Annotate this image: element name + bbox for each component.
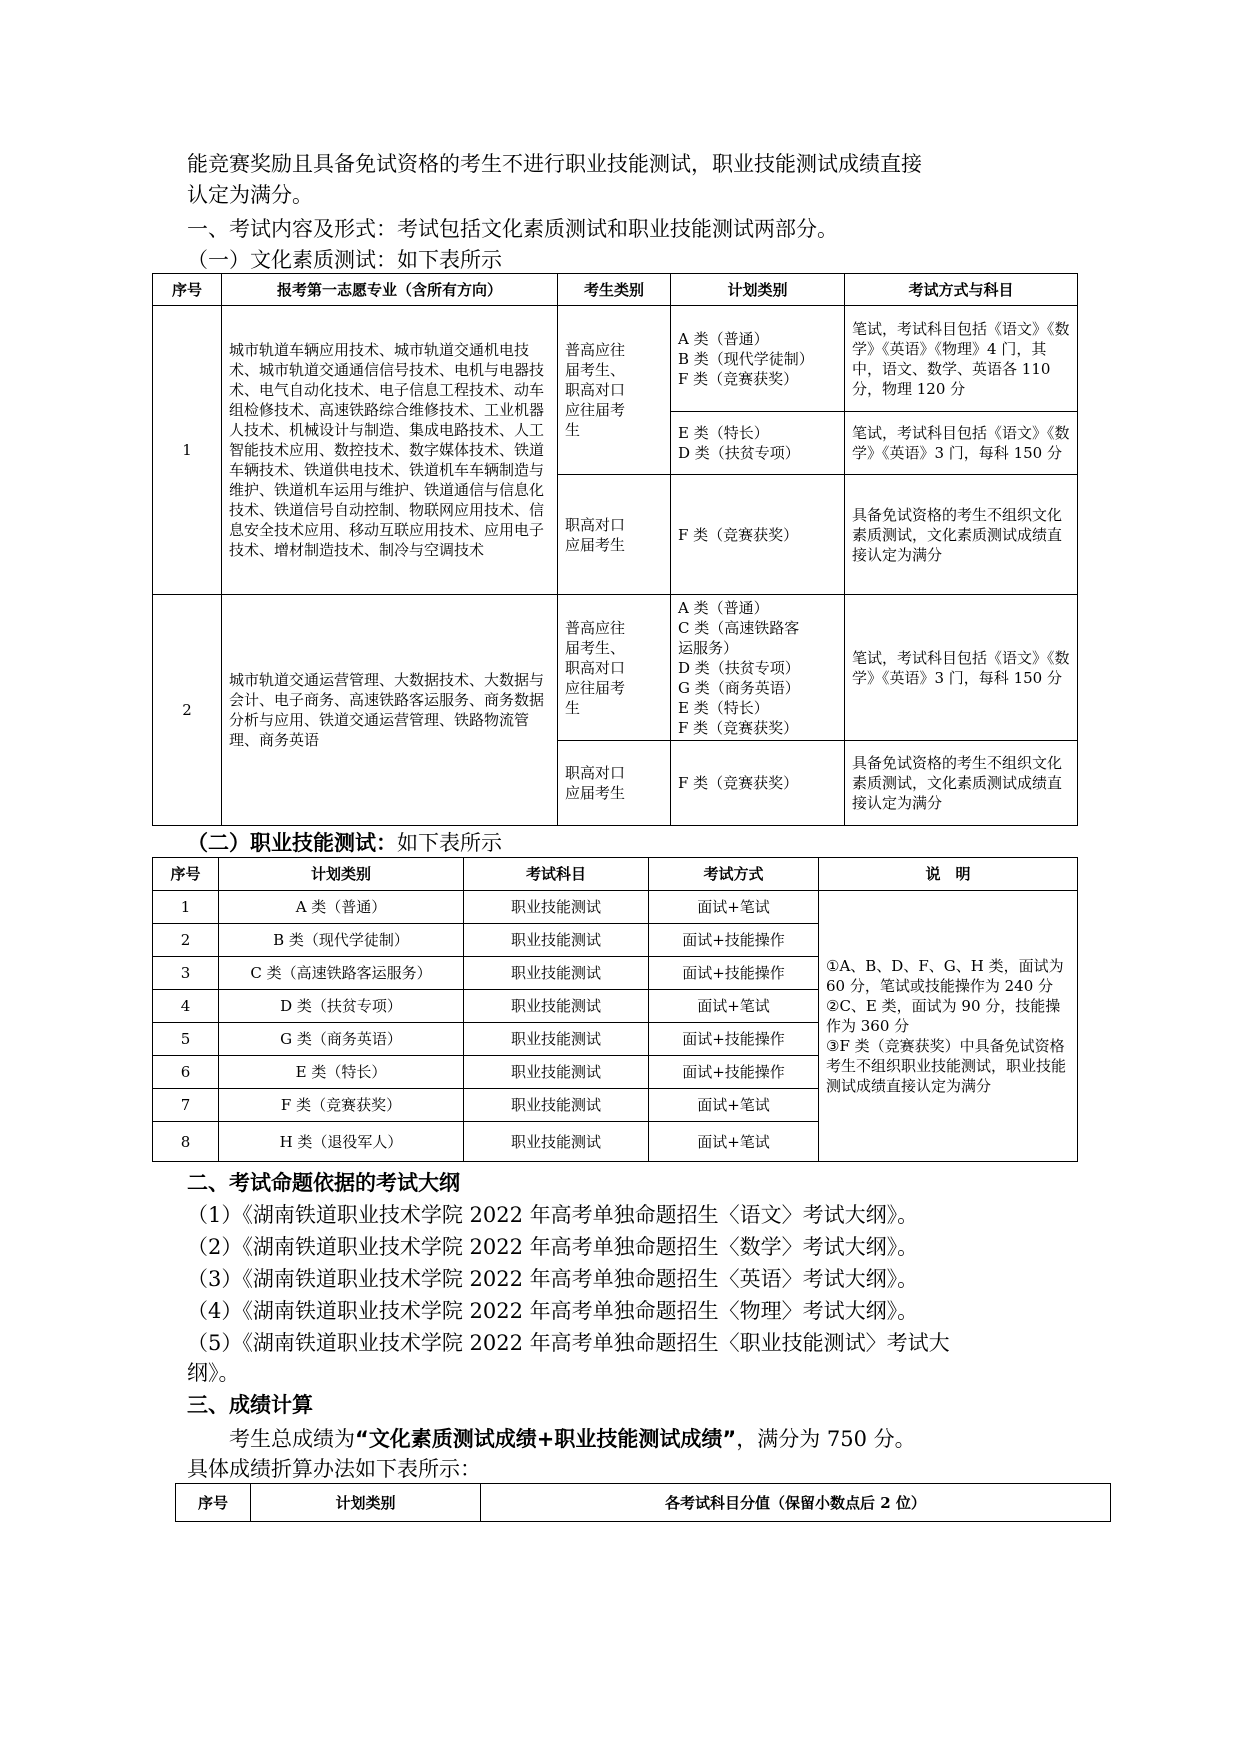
syllabus-item: （1）《湖南铁道职业技术学院 2022 年高考单独命题招生〈语文〉考试大纲》。 [187,1203,919,1227]
row-exam-method: 笔试，考试科目包括《语文》《数学》《英语》3 门，每科 150 分 [845,412,1078,475]
row-seq: 6 [153,1056,219,1089]
row-plan: F 类（竞赛获奖） [219,1089,464,1122]
row-note: ①A、B、D、F、G、H 类，面试为 60 分，笔试或技能操作为 240 分 ②C、E 类，面试为 90 分，技能操作为 360 分 ③F 类（竞赛获奖）中具备免试资格考生不组织职业技能测试，职业技能测试成绩直接认定为满分 [819,891,1078,1162]
col-header-method: 考试方式 [649,858,819,891]
row-method: 面试+笔试 [649,1122,819,1162]
row-plan: B 类（现代学徒制） [219,924,464,957]
row-method: 面试+笔试 [649,990,819,1023]
score-table [175,1483,1111,1522]
row-method: 面试+笔试 [649,1089,819,1122]
col-header-scores: 各考试科目分值（保留小数点后 2 位） [481,1484,1111,1522]
row-candidate-type: 职高对口 应届考生 [558,741,671,826]
row-subject: 职业技能测试 [464,1122,649,1162]
row-seq: 2 [153,924,219,957]
col-header-seq: 序号 [153,274,222,306]
table-row [153,306,1078,412]
row-method: 面试+技能操作 [649,1023,819,1056]
row-exam-method: 笔试，考试科目包括《语文》《数学》《英语》3 门，每科 150 分 [845,595,1078,741]
row-seq: 3 [153,957,219,990]
subsection-2-heading [187,829,502,857]
row-candidate-type: 普高应往 届考生、 职高对口 应往届考 生 [558,306,671,475]
section-3-heading: 三、成绩计算 [187,1393,313,1417]
subsection-1-heading: （一）文化素质测试：如下表所示 [187,248,502,272]
subsection-2-rest: 如下表所示 [397,831,502,855]
intro-line-2: 认定为满分。 [187,183,313,207]
score-formula-line [229,1425,916,1453]
section-1-heading: 一、考试内容及形式：考试包括文化素质测试和职业技能测试两部分。 [187,217,838,241]
row-seq: 1 [153,306,222,595]
syllabus-item: （3）《湖南铁道职业技术学院 2022 年高考单独命题招生〈英语〉考试大纲》。 [187,1267,919,1291]
row-subject: 职业技能测试 [464,1023,649,1056]
row-majors: 城市轨道交通运营管理、大数据技术、大数据与会计、电子商务、高速铁路客运服务、商务数据分析与应用、铁道交通运营管理、铁路物流管理、商务英语 [222,595,558,826]
intro-line-1: 能竞赛奖励且具备免试资格的考生不进行职业技能测试，职业技能测试成绩直接 [187,152,922,176]
row-exam-method: 具备免试资格的考生不组织文化素质测试，文化素质测试成绩直接认定为满分 [845,475,1078,595]
subsection-2-title: （二）职业技能测试： [187,831,397,855]
row-method: 面试+技能操作 [649,1056,819,1089]
table-row [153,595,1078,741]
row-seq: 4 [153,990,219,1023]
culture-test-table [152,273,1078,826]
score-formula-bold: “文化素质测试成绩+职业技能测试成绩” [355,1427,737,1451]
row-seq: 5 [153,1023,219,1056]
row-exam-method: 笔试，考试科目包括《语文》《数学》《英语》《物理》4 门，其中，语文、数学、英语各 110 分，物理 120 分 [845,306,1078,412]
col-header-seq: 序号 [176,1484,251,1522]
row-subject: 职业技能测试 [464,924,649,957]
row-exam-method: 具备免试资格的考生不组织文化素质测试，文化素质测试成绩直接认定为满分 [845,741,1078,826]
row-subject: 职业技能测试 [464,957,649,990]
syllabus-item-continued: 纲》。 [187,1361,240,1385]
col-header-plan: 计划类别 [219,858,464,891]
row-plan-type: F 类（竞赛获奖） [671,475,845,595]
score-formula-pre: 考生总成绩为 [229,1427,355,1451]
row-method: 面试+笔试 [649,891,819,924]
row-seq: 2 [153,595,222,826]
syllabus-item: （2）《湖南铁道职业技术学院 2022 年高考单独命题招生〈数学〉考试大纲》。 [187,1235,919,1259]
row-candidate-type: 职高对口 应届考生 [558,475,671,595]
syllabus-item: （5）《湖南铁道职业技术学院 2022 年高考单独命题招生〈职业技能测试〉考试大 [187,1331,950,1355]
row-seq: 7 [153,1089,219,1122]
col-header-major: 报考第一志愿专业（含所有方向） [222,274,558,306]
syllabus-item: （4）《湖南铁道职业技术学院 2022 年高考单独命题招生〈物理〉考试大纲》。 [187,1299,919,1323]
col-header-seq: 序号 [153,858,219,891]
row-plan-type: F 类（竞赛获奖） [671,741,845,826]
section-2-heading: 二、考试命题依据的考试大纲 [187,1171,460,1195]
score-method-line: 具体成绩折算办法如下表所示： [187,1457,481,1481]
row-plan: D 类（扶贫专项） [219,990,464,1023]
row-subject: 职业技能测试 [464,990,649,1023]
row-plan: A 类（普通） [219,891,464,924]
skill-test-table [152,857,1078,1162]
row-plan-type: A 类（普通） B 类（现代学徒制） F 类（竞赛获奖） [671,306,845,412]
col-header-candidate: 考生类别 [558,274,671,306]
score-formula-post: ，满分为 750 分。 [736,1427,916,1451]
row-candidate-type: 普高应往 届考生、 职高对口 应往届考 生 [558,595,671,741]
col-header-plan: 计划类别 [251,1484,481,1522]
row-seq: 8 [153,1122,219,1162]
col-header-plan: 计划类别 [671,274,845,306]
row-majors: 城市轨道车辆应用技术、城市轨道交通机电技术、城市轨道交通通信信号技术、电机与电器技术、电气自动化技术、电子信息工程技术、动车组检修技术、高速铁路综合维修技术、工业机器人技术、机械设计与制造、集成电路技术、人工智能技术应用、数控技术、数字媒体技术、铁道车辆技术、铁道供电技术、铁道机车车辆制造与维护、铁道机车运用与维护、铁道通信与信息化技术、铁道信号自动控制、物联网应用技术、信息安全技术应用、移动互联应用技术、应用电子技术、增材制造技术、制冷与空调技术 [222,306,558,595]
col-header-method: 考试方式与科目 [845,274,1078,306]
row-plan: E 类（特长） [219,1056,464,1089]
row-plan-type: A 类（普通） C 类（高速铁路客 运服务） D 类（扶贫专项） G 类（商务英语） E 类（特长） F 类（竞赛获奖） [671,595,845,741]
row-plan-type: E 类（特长） D 类（扶贫专项） [671,412,845,475]
row-plan: H 类（退役军人） [219,1122,464,1162]
row-seq: 1 [153,891,219,924]
row-method: 面试+技能操作 [649,957,819,990]
table-header-row [153,858,1078,891]
row-method: 面试+技能操作 [649,924,819,957]
row-plan: G 类（商务英语） [219,1023,464,1056]
row-subject: 职业技能测试 [464,891,649,924]
table-row [153,891,1078,924]
col-header-subject: 考试科目 [464,858,649,891]
row-subject: 职业技能测试 [464,1089,649,1122]
row-plan: C 类（高速铁路客运服务） [219,957,464,990]
col-header-note: 说 明 [819,858,1078,891]
table-header-row [153,274,1078,306]
row-subject: 职业技能测试 [464,1056,649,1089]
table-header-row [176,1484,1111,1522]
